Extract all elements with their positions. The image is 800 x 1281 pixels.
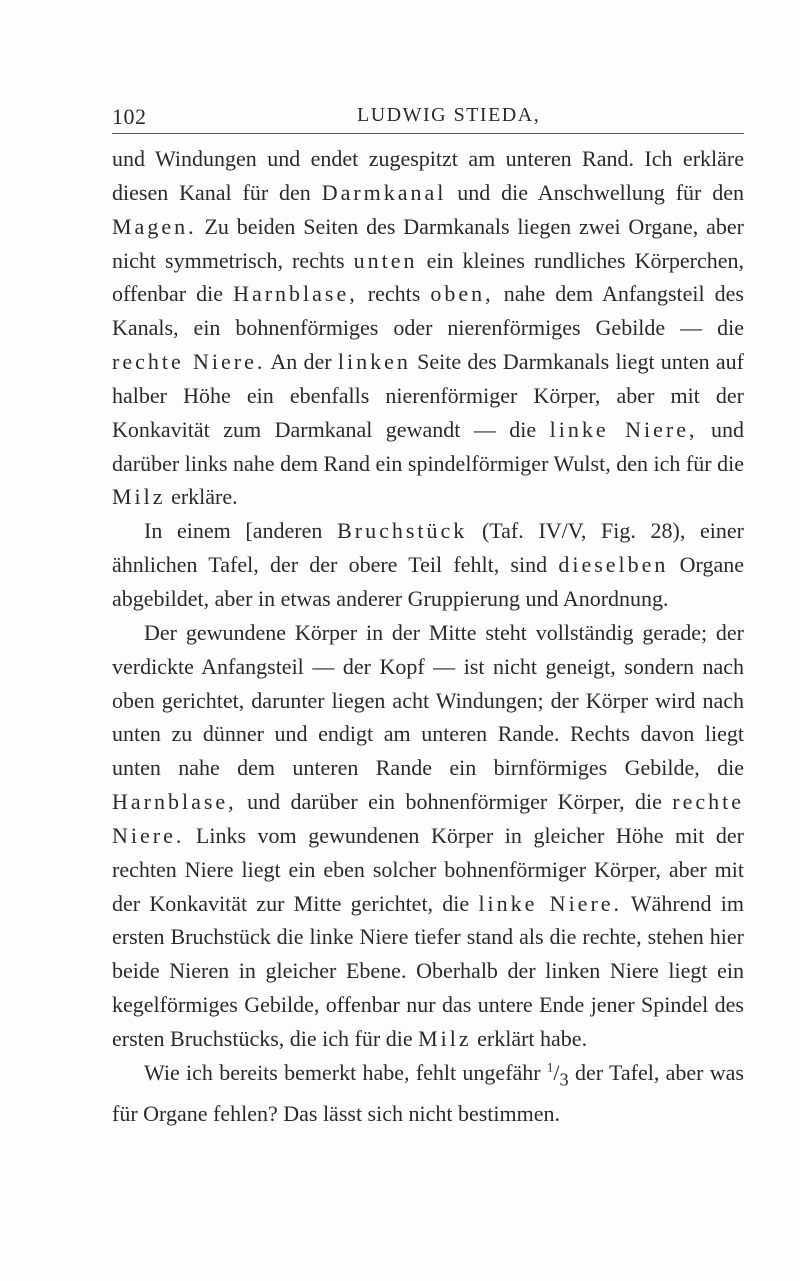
page-header [112,104,744,134]
spaced-term: linke Niere, [549,416,698,442]
text-run: und darüber links nahe dem Rand ein spindelförmiger Wulst, den ich für die [112,416,744,476]
text-run: rechts [357,281,431,307]
spaced-term: linke Niere. [478,890,623,916]
running-head: LUDWIG STIEDA, [357,104,541,126]
paragraph-1 [112,142,744,514]
spaced-term: Harnblase, [112,789,237,815]
text-run: Organe abgebildet, aber in etwas anderer Gruppierung und Anordnung. [112,552,744,611]
text-run: Der gewundene Körper in der Mitte steht vollständig gerade; der verdickte Anfangsteil — der Kopf — ist nicht geneigt, sondern nach oben gerichtet, darunter liegen acht Windungen; der Körper wird nach unten zu dünner und endigt am unteren Rande. Rechts davon liegt unten nahe dem unteren Rande ein birnförmiges Gebilde, die [112,619,744,781]
text-run: erkläre. [165,484,238,510]
spaced-term: Magen. [112,213,197,239]
header-rule [112,133,744,134]
spaced-term: oben, [430,281,494,307]
spaced-term: rechte Niere. [112,349,266,375]
text-body [112,142,744,1131]
text-run: und Windungen und endet zugespitzt am unteren Rand. Ich erkläre diesen Kanal für den [112,146,744,205]
text-run: und darüber ein bohnenförmiger Körper, die [236,789,673,815]
text-run: (Taf. IV/V, Fig. 28), einer ähnlichen Tafel, der der obere Teil fehlt, sind [112,518,744,578]
text-run: Links vom gewundenen Körper in gleicher Höhe mit der rechten Niere liegt ein eben solcher bohnenförmiger Körper, aber mit der Konkavität zur Mitte gerichtet, die [112,822,744,916]
spaced-term: linken [337,349,411,375]
text-run: Wie ich bereits bemerkt habe, fehlt ungefähr [144,1059,547,1085]
text-run: Seite des Darmkanals liegt unten auf halber Höhe ein ebenfalls nierenförmiger Körper, aber mit der Konkavität zum Darmkanal gewandt — die [112,349,745,442]
fraction-slash: / [553,1059,560,1085]
text-run: erklärt habe. [471,1025,588,1051]
spaced-term: Milz [112,484,166,510]
text-run: Zu beiden Seiten des Darmkanals liegen zwei Organe, aber nicht symmetrisch, rechts [112,213,744,273]
page-number: 102 [112,104,147,129]
text-run: ein kleines rundliches Körperchen, offenbar die [112,247,744,307]
fraction-denominator: 3 [559,1069,569,1090]
spaced-term: Milz [418,1025,472,1051]
text-run: nahe dem Anfangsteil des Kanals, ein bohnenförmiges oder nierenförmiges Gebilde — die [112,281,744,341]
spaced-term: dieselben [558,552,669,578]
fraction-numerator: 1 [546,1059,554,1075]
text-run: und die Anschwellung für den [446,179,745,205]
spaced-term: Harnblase, [233,281,358,307]
text-run: An der [265,349,338,375]
text-run: Während im ersten Bruchstück die linke Niere tiefer stand als die rechte, stehen hier beide Nieren in gleicher Ebene. Oberhalb der linken Niere liegt ein kegelförmiges Gebilde, offenbar nur das untere Ende jener Spindel des ersten Bruchstücks, die ich für die [112,890,744,1051]
spaced-term: rechte Niere. [112,789,744,848]
paragraph-3 [112,616,744,1056]
paragraph-2 [112,514,744,616]
paragraph-4 [112,1056,744,1131]
spaced-term: unten [353,247,418,273]
text-run: der Tafel, aber was für Organe fehlen? Das lässt sich nicht bestimmen. [112,1059,744,1127]
spaced-term: Bruchstück [337,518,468,544]
text-run: In einem [anderen [144,518,338,544]
spaced-term: Darmkanal [321,179,447,205]
